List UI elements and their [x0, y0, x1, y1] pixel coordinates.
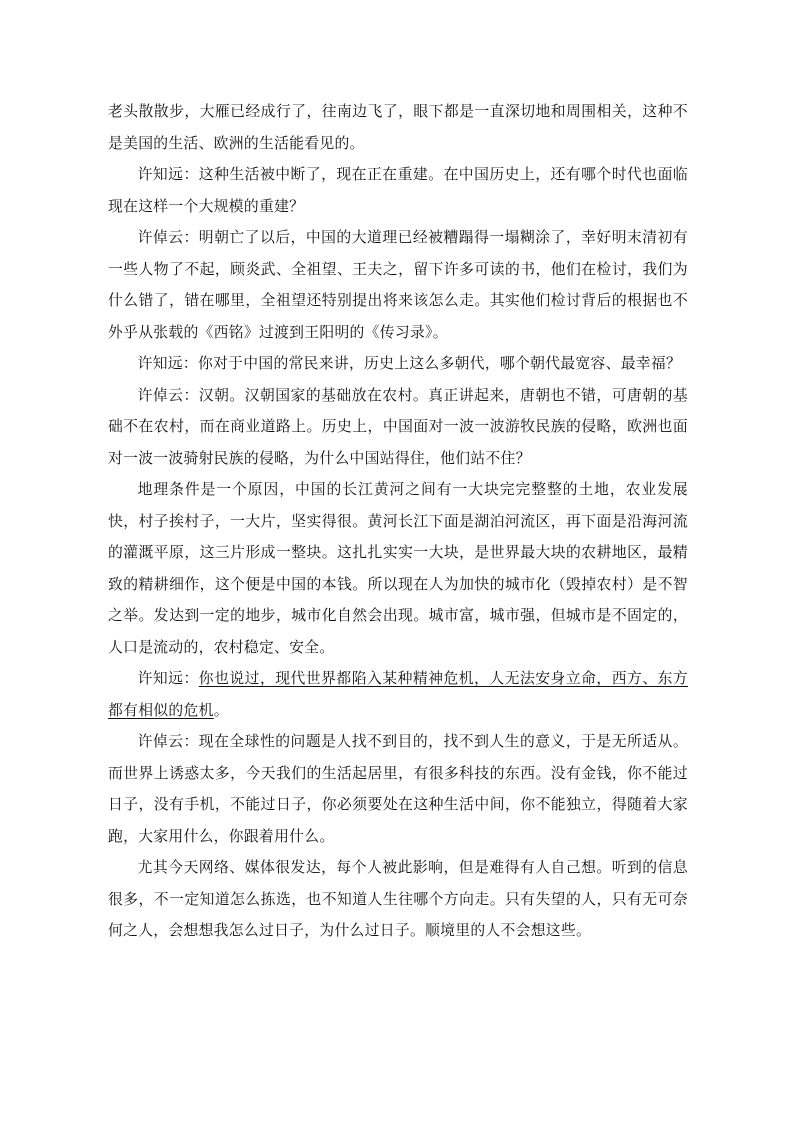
- speaker-label: 许知远：: [137, 670, 199, 687]
- sentence-end: 。: [213, 701, 229, 719]
- paragraph-xu-zhuoyun-ming-dynasty: 许倬云：明朝亡了以后，中国的大道理已经被糟蹋得一塌糊涂了，幸好明末清初有一些人物了不起，顾炎武、全祖望、王夫之，留下许多可读的书，他们在检讨，我们为什么错了，错在哪里，全祖望还特别提出将来该怎么走。其实他们检讨背后的根据也不外乎从张载的《西铭》过渡到王阳明的《传习录》。: [108, 229, 688, 341]
- document-page: [108, 96, 688, 947]
- paragraph-media-information: 尤其今天网络、媒体很发达，每个人被此影响，但是难得有人自己想。听到的信息很多，不一定知道怎么拣选，也不知道人生往哪个方向走。只有失望的人，只有无可奈何之人，会想想我怎么过日子，为什么过日子。顺境里的人不会想这些。: [108, 859, 688, 939]
- paragraph-xu-zhiyuan-spiritual-crisis: [108, 663, 688, 726]
- paragraph-xu-zhuoyun-han-dynasty: 许倬云：汉朝。汉朝国家的基础放在农村。真正讲起来，唐朝也不错，可唐朝的基础不在农村，而在商业道路上。历史上，中国面对一波一波游牧民族的侵略，欧洲也面对一波一波骑射民族的侵略，为什么中国站得住，他们站不住？: [108, 386, 688, 467]
- paragraph-xu-zhiyuan-question-dynasty: 许知远：你对于中国的常民来讲，历史上这么多朝代，哪个朝代最宽容、最幸福？: [137, 355, 682, 372]
- paragraph-xu-zhuoyun-global-problem: 许倬云：现在全球性的问题是人找不到目的，找不到人生的意义，于是无所适从。而世界上诱惑太多，今天我们的生活起居里，有很多科技的东西。没有金钱，你不能过日子，没有手机，不能过日子，你必须要处在这种生活中间，你不能独立，得随着大家跑，大家用什么，你跟着用什么。: [108, 733, 688, 845]
- underlined-quote: 你也说过，现代世界都陷入某种精神危机，人无法安身立命，西方、东方都有相似的危机: [108, 670, 689, 719]
- paragraph-xu-zhiyuan-question-rebuild: 许知远：这种生活被中断了，现在正在重建。在中国历史上，还有哪个时代也面临现在这样一个大规模的重建？: [108, 166, 688, 215]
- paragraph-geography: 地理条件是一个原因，中国的长江黄河之间有一大块完完整整的土地，农业发展快，村子挨村子，一大片，坚实得很。黄河长江下面是湖泊河流区，再下面是沿海河流的灌溉平原，这三片形成一整块。这扎扎实实一大块，是世界最大块的农耕地区，最精致的精耕细作，这个便是中国的本钱。所以现在人为加快的城市化（毁掉农村）是不智之举。发达到一定的地步，城市化自然会出现。城市富，城市强，但城市是不固定的，人口是流动的，农村稳定、安全。: [108, 481, 688, 656]
- paragraph-continuation: 老头散散步，大雁已经成行了，往南边飞了，眼下都是一直深切地和周围相关，这种不是美国的生活、欧洲的生活能看见的。: [108, 103, 688, 152]
